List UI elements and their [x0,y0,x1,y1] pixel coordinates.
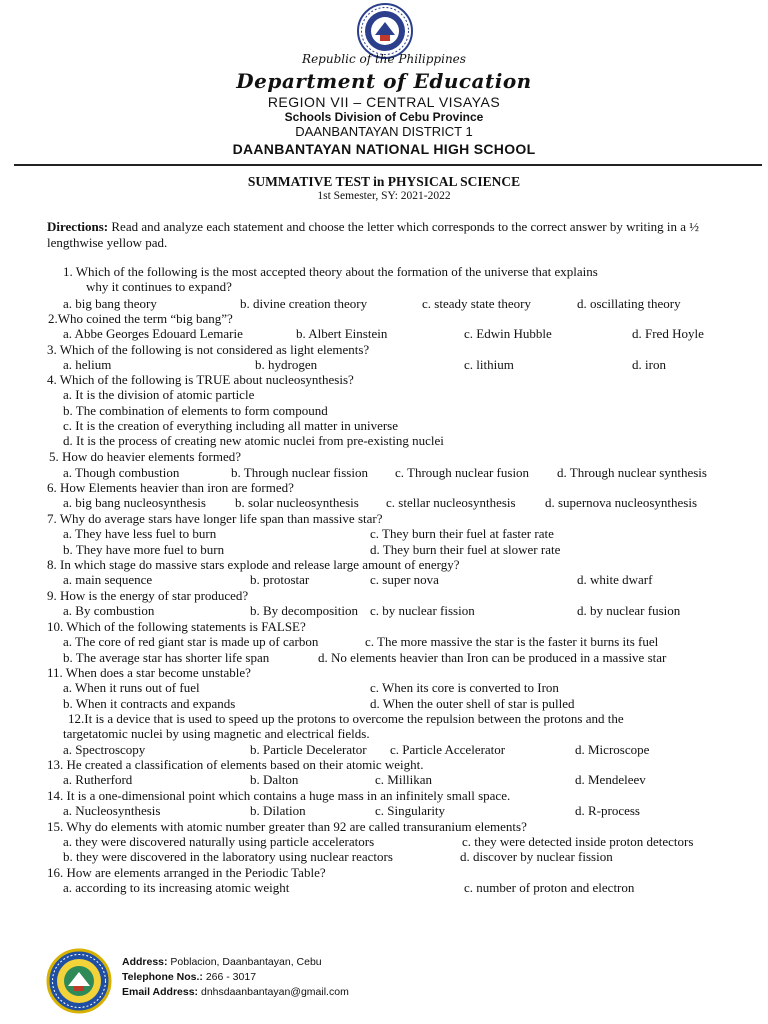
division-name: Schools Division of Cebu Province [284,110,484,124]
choice-c: c. Edwin Hubble [464,326,552,341]
choice-c: c. number of proton and electron [464,880,635,895]
choice-b: b. Albert Einstein [296,326,388,341]
choice-a: a. Rutherford [63,772,133,787]
choice-d: d. white dwarf [577,572,653,587]
phone-value: 266 - 3017 [202,971,257,983]
choice-a: a. according to its increasing atomic weight [63,880,290,895]
choice-a: a. Abbe Georges Edouard Lemarie [63,326,243,341]
footer-email [122,986,349,998]
question-stem-cont: targetatomic nuclei by using magnetic and electrical fields. [63,726,370,741]
choice-d: d. It is the process of creating new atomic nuclei from pre-existing nuclei [63,433,444,448]
semester-line: 1st Semester, SY: 2021-2022 [317,190,451,202]
choice-d: d. R-process [575,803,640,818]
choice-c: c. It is the creation of everything including all matter in universe [63,418,399,433]
choice-c: c. Millikan [375,772,433,787]
question-stem: 12.It is a device that is used to speed up the protons to overcome the repulsion between the protons and the [68,711,624,726]
choice-d: d. discover by nuclear fission [460,849,613,864]
question-stem: 6. How Elements heavier than iron are formed? [47,480,294,495]
department-name: Department of Education [236,69,532,93]
choice-c: c. super nova [370,572,439,587]
choice-a: a. helium [63,357,112,372]
question-stem: 4. Which of the following is TRUE about nucleosynthesis? [47,372,354,387]
choice-d: d. Microscope [575,742,650,757]
choice-d: d. iron [632,357,666,372]
choice-b: b. protostar [250,572,310,587]
choice-b: b. Particle Decelerator [250,742,367,757]
question-stem: 1. Which of the following is the most accepted theory about the formation of the universe that explains [63,264,598,279]
choice-b: b. divine creation theory [240,296,368,311]
school-seal-icon [46,948,112,1014]
choice-c: c. lithium [464,357,514,372]
address-value: Poblacion, Daanbantayan, Cebu [167,956,322,968]
email-value: dnhsdaanbantayan@gmail.com [198,986,349,998]
choice-c: c. When its core is converted to Iron [370,680,559,695]
question-stem-cont: why it continues to expand? [86,279,232,294]
choice-b: b. they were discovered in the laboratory using nuclear reactors [63,849,393,864]
question-stem: 16. How are elements arranged in the Periodic Table? [47,865,326,880]
choice-c: c. Through nuclear fusion [395,465,530,480]
choice-d: d. They burn their fuel at slower rate [370,542,561,557]
choice-d: d. Through nuclear synthesis [557,465,707,480]
choice-c: c. stellar nucleosynthesis [386,495,516,510]
choice-b: b. Dalton [250,772,299,787]
choice-a: a. Though combustion [63,465,180,480]
choice-c: c. they were detected inside proton detectors [462,834,694,849]
header-divider [14,164,762,166]
choice-a: a. big bang theory [63,296,157,311]
choice-b: b. When it contracts and expands [63,696,236,711]
question-stem: 11. When does a star become unstable? [47,665,251,680]
choice-d: d. No elements heavier than Iron can be produced in a massive star [318,650,667,665]
question-stem: 2.Who coined the term “big bang”? [48,311,233,326]
choice-d: d. Mendeleev [575,772,646,787]
email-label: Email Address: [122,986,199,998]
choice-d: d. supernova nucleosynthesis [545,495,698,510]
question-stem: 3. Which of the following is not considered as light elements? [47,342,370,357]
question-stem: 5. How do heavier elements formed? [49,449,242,464]
question-stem: 9. How is the energy of star produced? [47,588,249,603]
choice-b: b. Through nuclear fission [231,465,368,480]
choice-a: a. Spectroscopy [63,742,146,757]
choice-c: c. by nuclear fission [370,603,475,618]
school-name: DAANBANTAYAN NATIONAL HIGH SCHOOL [232,141,536,157]
address-label: Address: [122,956,168,968]
choice-d: d. oscillating theory [577,296,681,311]
question-stem: 10. Which of the following statements is FALSE? [47,619,306,634]
footer-phone [122,971,256,983]
question-stem: 15. Why do elements with atomic number greater than 92 are called transuranium elements? [47,819,527,834]
directions-text: Read and analyze each statement and choose the letter which corresponds to the correct answer by writing in a ½ lengthwise yellow pad. [47,219,700,250]
choice-c: c. The more massive the star is the faster it burns its fuel [365,634,659,649]
directions-label: Directions: [47,219,109,234]
choice-a: a. The core of red giant star is made up of carbon [63,634,319,649]
test-title: SUMMATIVE TEST in PHYSICAL SCIENCE [247,174,521,189]
choice-a: a. It is the division of atomic particle [63,387,255,402]
choice-c: c. Particle Accelerator [390,742,506,757]
choice-b: b. By decomposition [250,603,358,618]
choice-b: b. solar nucleosynthesis [235,495,359,510]
choice-a: a. big bang nucleosynthesis [63,495,206,510]
footer-address [122,956,322,968]
choice-c: c. They burn their fuel at faster rate [370,526,554,541]
choice-c: c. Singularity [375,803,446,818]
directions [47,219,752,250]
choice-b: b. Dilation [250,803,306,818]
choice-a: a. main sequence [63,572,153,587]
choice-b: b. hydrogen [255,357,318,372]
choice-d: d. by nuclear fusion [577,603,681,618]
choice-b: b. The combination of elements to form compound [63,403,328,418]
choice-b: b. They have more fuel to burn [63,542,225,557]
region-name: REGION VII – CENTRAL VISAYAS [267,94,501,110]
question-stem: 14. It is a one-dimensional point which contains a huge mass in an infinitely small space. [47,788,511,803]
question-stem: 13. He created a classification of elements based on their atomic weight. [47,757,424,772]
choice-a: a. When it runs out of fuel [63,680,200,695]
choice-a: a. They have less fuel to burn [63,526,217,541]
phone-label: Telephone Nos.: [122,971,203,983]
choice-b: b. The average star has shorter life span [63,650,270,665]
choice-a: a. Nucleosynthesis [63,803,161,818]
question-stem: 8. In which stage do massive stars explode and release large amount of energy? [47,557,460,572]
republic-line: Republic of the Philippines [302,52,466,66]
choice-a: a. they were discovered naturally using particle accelerators [63,834,375,849]
question-stem: 7. Why do average stars have longer life span than massive star? [47,511,383,526]
district-name: DAANBANTAYAN DISTRICT 1 [295,124,473,139]
choice-d: d. When the outer shell of star is pulled [370,696,575,711]
choice-c: c. steady state theory [422,296,532,311]
choice-d: d. Fred Hoyle [632,326,704,341]
choice-a: a. By combustion [63,603,155,618]
